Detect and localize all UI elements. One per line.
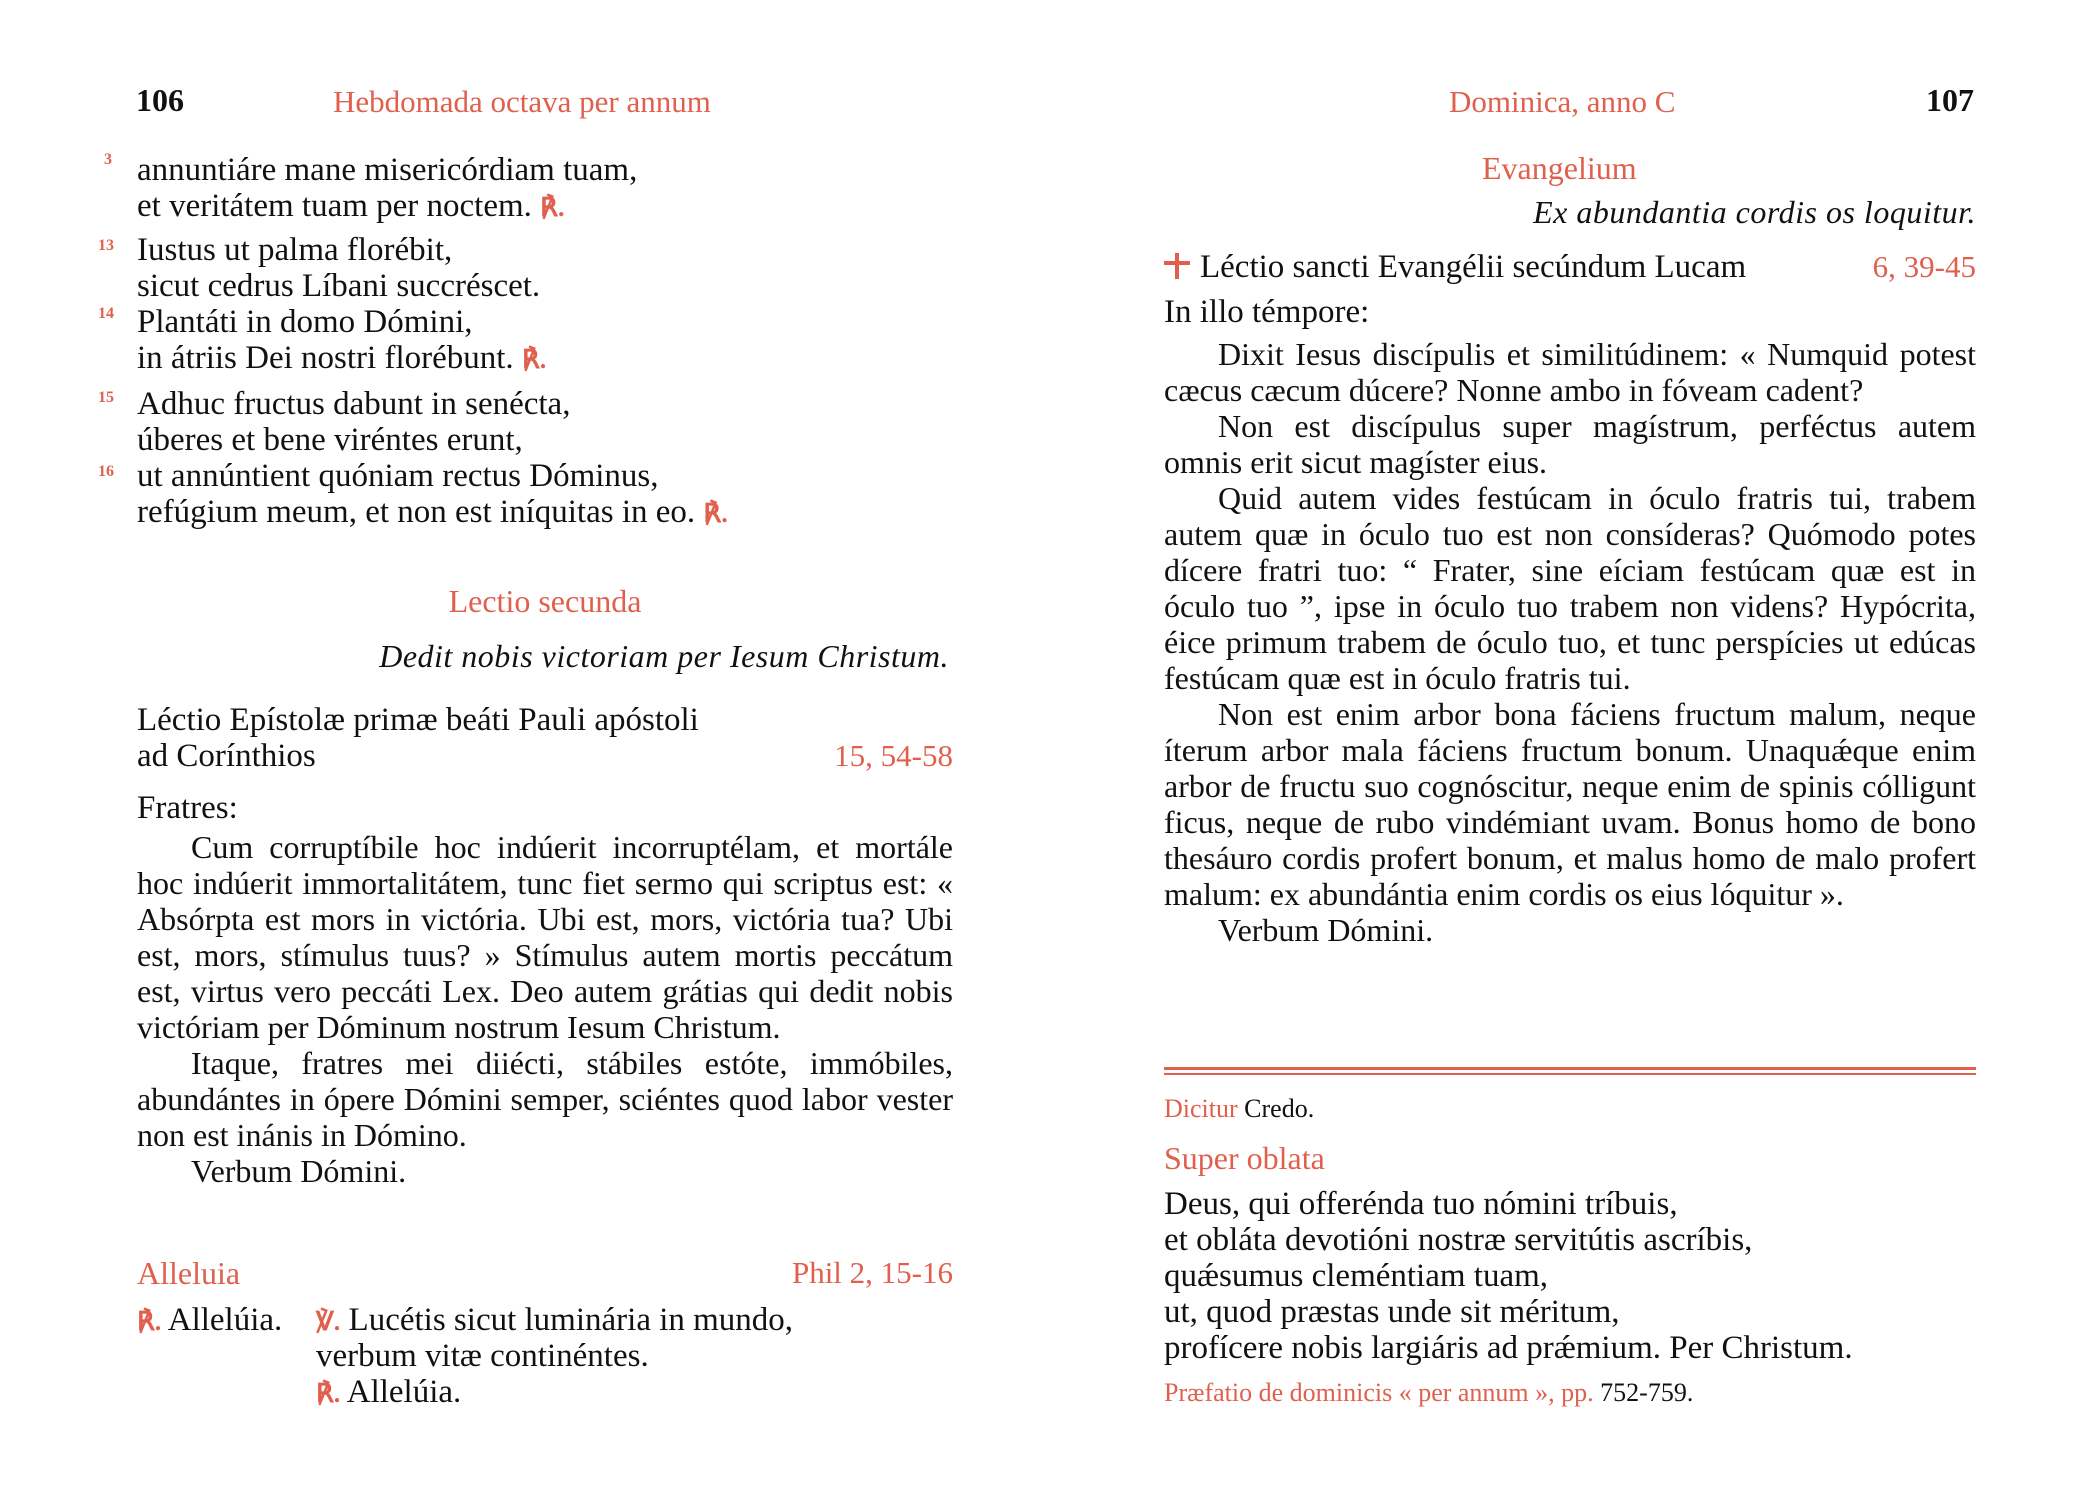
praefatio-line: Præfatio de dominicis « per annum », pp. 752-759. [1164, 1378, 1694, 1407]
oblata-title: Super oblata [1164, 1140, 1325, 1176]
lectio-title: Lectio secunda [448, 583, 642, 619]
paragraph: Cum corruptíbile hoc indúerit incorruptélam, et mortále hoc indúerit immortalitátem, tunc fiet sermo qui scriptus est: « Absórpta est mors in victória. Ubi est, mors, victória tua? Ubi est, mors, stímulus tuus? » Stímulus autem mortis peccátum est, virtus vero peccáti Lex. Deo autem grátias qui dedit nobis victóriam per Dóminum nostrum Iesum Christum. [137, 829, 953, 1045]
psalm-line: refúgium meum, et non est iníquitas in eo. ℟. [137, 494, 728, 530]
prayer-line: Deus, qui offerénda tuo nómini tríbuis, [1164, 1186, 1678, 1222]
verbum-domini: Verbum Dómini. [191, 1153, 407, 1189]
dicitur-line: Dicitur Credo. [1164, 1094, 1315, 1123]
verse-number: 14 [98, 305, 114, 322]
response-symbol: ℟. [316, 1379, 341, 1408]
psalm-line: Iustus ut palma florébit, [137, 232, 453, 268]
prayer-line: et obláta devotióni nostræ servitútis ascríbis, [1164, 1222, 1753, 1258]
psalm-line: Adhuc fructus dabunt in senécta, [137, 386, 571, 422]
gospel-intro: Léctio sancti Evangélii secúndum Lucam [1164, 249, 1746, 285]
gospel-reference: 6, 39-45 [1872, 249, 1976, 284]
response-symbol: ℟. [703, 499, 728, 528]
psalm-line: annuntiáre mane misericórdiam tuam, [137, 152, 638, 188]
running-head: Dominica, anno C [1449, 84, 1676, 119]
paragraph: Non est enim arbor bona fáciens fructum malum, neque íterum arbor mala fáciens fructum bonum. Unaquǽque enim arbor de fructu suo cognóscitur, neque enim de spinis cólligunt ficus, neque de rubo vindémiant uvam. Bonus homo de bono thesáuro cordis profert bonum, et malus homo de malo profert malum: ex abundántia enim cordis os eius lóquitur ». [1164, 696, 1976, 912]
alleluia-line: ℟. Allelúia. [316, 1374, 462, 1410]
prayer-line: ut, quod præstas unde sit méritum, [1164, 1294, 1620, 1330]
running-head: Hebdomada octava per annum [333, 84, 711, 119]
psalm-line: in átriis Dei nostri florébunt. ℟. [137, 340, 547, 376]
paragraph: Non est discípulus super magístrum, perféctus autem omnis erit sicut magíster eius. [1164, 408, 1976, 480]
response-symbol: ℟. [540, 193, 565, 222]
lectio-reference: 15, 54-58 [834, 738, 953, 773]
verse-number: 13 [98, 237, 114, 254]
gospel-title: Evangelium [1482, 150, 1637, 186]
psalm-line: sicut cedrus Líbani succréscet. [137, 268, 541, 304]
right-page [1039, 0, 2078, 1500]
lectio-intro: Léctio Epístolæ primæ beáti Pauli apóstoli [137, 702, 699, 738]
prayer-line: quǽsumus cleméntiam tuam, [1164, 1258, 1549, 1294]
verse-number: 16 [98, 463, 114, 480]
response-symbol: ℟. [521, 345, 547, 374]
paragraph: Dixit Iesus discípulis et similitúdinem: « Numquid potest cæcus cæcum dúcere? Nonne ambo in fóveam cadent? [1164, 336, 1976, 408]
paragraph: Quid autem vides festúcam in óculo fratris tui, trabem autem quæ in óculo tuo est non consíderas? Quómodo potes dícere fratri tuo: “ Frater, sine eíciam festúcam quæ est in óculo tuo ”, ipse in óculo tuo trabem non videns? Hypócrita, éice primum trabem de óculo tuo, et tunc perspícies ut edúcas festúcam quæ est in óculo fratris tui. [1164, 480, 1976, 696]
page-number: 107 [1926, 82, 1974, 118]
gospel-text [1164, 336, 1976, 948]
gospel-motto: Ex abundantia cordis os loquitur. [1533, 194, 1976, 230]
psalm-line: et veritátem tuam per noctem. ℟. [137, 188, 565, 224]
paragraph: Itaque, fratres mei diiécti, stábiles estóte, immóbiles, abundántes in ópere Dómini semper, sciéntes quod labor vester non est inánis in Dómino. [137, 1045, 953, 1153]
response-symbol: ℟. [137, 1307, 162, 1336]
verbum-domini: Verbum Dómini. [1218, 912, 1434, 948]
salutation: Fratres: [137, 790, 238, 826]
psalm-line: Plantáti in domo Dómini, [137, 304, 473, 340]
psalm-line: ut annúntient quóniam rectus Dóminus, [137, 458, 659, 494]
alleluia-title: Alleluia [137, 1255, 241, 1291]
divider [1164, 1073, 1976, 1075]
gospel-opening: In illo témpore: [1164, 294, 1370, 330]
lectio-text [137, 829, 953, 1189]
psalm-line: úberes et bene viréntes erunt, [137, 422, 523, 458]
lectio-motto: Dedit nobis victoriam per Iesum Christum. [379, 638, 949, 674]
alleluia-reference: Phil 2, 15-16 [791, 1255, 953, 1290]
versicle-symbol: ℣. [316, 1307, 341, 1336]
cross-icon [1164, 253, 1190, 279]
lectio-intro: ad Corínthios [137, 738, 316, 774]
verse-number: 15 [98, 389, 114, 406]
prayer-line: profícere nobis largiáris ad prǽmium. Per Christum. [1164, 1330, 1853, 1366]
divider [1164, 1067, 1976, 1070]
page-number: 106 [136, 82, 184, 118]
verse-number: 3 [104, 151, 112, 168]
alleluia-verse: ℣. Lucétis sicut luminária in mundo, [316, 1302, 794, 1338]
alleluia-verse: verbum vitæ continéntes. [316, 1338, 649, 1374]
alleluia-line: ℟. Allelúia. [137, 1302, 283, 1338]
